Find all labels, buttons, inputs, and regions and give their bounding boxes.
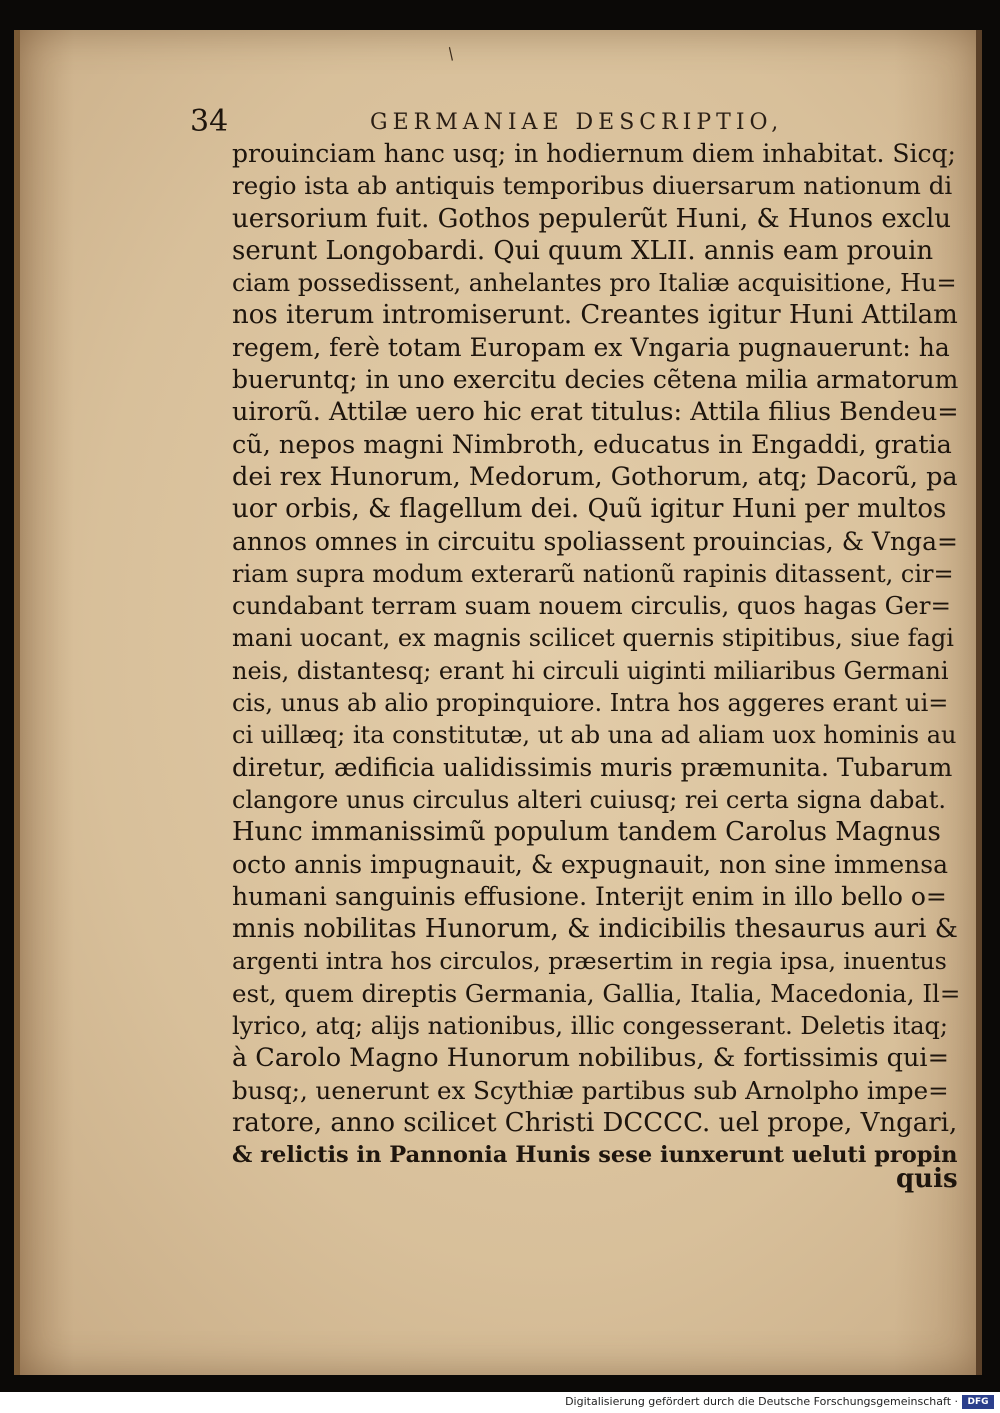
- running-head: [190, 102, 950, 142]
- text-line: diretur, ædificia ualidissimis muris præmunita. Tubarum: [232, 752, 953, 782]
- text-line: ciam possedissent, anhelantes pro Italiæ acquisitione, Hu=: [232, 269, 957, 298]
- footer-credit-text: Digitalisierung gefördert durch die Deutsche Forschungsgemeinschaft ·: [565, 1395, 958, 1408]
- page-edge-right: [976, 30, 982, 1375]
- text-line: regem, ferè totam Europam ex Vngaria pugnauerunt: ha: [232, 332, 950, 362]
- digitization-footer: [0, 1392, 1000, 1413]
- text-line: prouinciam hanc usq; in hodiernum diem inhabitat. Sicq;: [232, 139, 956, 168]
- text-line: ratore, anno scilicet Christi DCCCC. uel prope, Vngari,: [232, 1107, 958, 1138]
- text-line: cis, unus ab alio propinquiore. Intra hos aggeres erant ui=: [232, 689, 949, 718]
- text-line: ci uillæq; ita constitutæ, ut ab una ad aliam uox hominis au: [232, 721, 957, 750]
- page-edge-left: [14, 30, 20, 1375]
- text-line: bueruntq; in uno exercitu decies cẽtena milia armatorum: [232, 365, 959, 395]
- text-line: uersorium fuit. Gothos pepulerũt Huni, & Hunos exclu: [232, 203, 952, 234]
- text-line: mani uocant, ex magnis scilicet quernis stipitibus, siue fagi: [232, 624, 954, 653]
- text-line: cundabant terram suam nouem circulis, quos hagas Ger=: [232, 591, 951, 621]
- text-line: annos omnes in circuitu spoliassent prouincias, & Vnga=: [232, 526, 958, 556]
- text-line: busq;, uenerunt ex Scythiæ partibus sub Arnolpho impe=: [232, 1075, 949, 1105]
- text-line: octo annis impugnauit, & expugnauit, non sine immensa: [232, 849, 948, 879]
- text-line: neis, distantesq; erant hi circuli uiginti miliaribus Germani: [232, 656, 949, 685]
- text-line: & relictis in Pannonia Hunis sese iunxerunt ueluti propin: [232, 1142, 958, 1169]
- dfg-logo: DFG: [962, 1395, 994, 1409]
- text-line: dei rex Hunorum, Medorum, Gothorum, atq; Dacorũ, pa: [232, 461, 958, 492]
- body-text: [232, 138, 960, 1172]
- text-line: nos iterum intromiserunt. Creantes igitur Huni Attilam: [232, 300, 958, 331]
- text-line: est, quem direptis Germania, Gallia, Italia, Macedonia, Il=: [232, 978, 961, 1008]
- text-line: lyrico, atq; alijs nationibus, illic congesserant. Deletis itaq;: [232, 1012, 949, 1041]
- text-line: serunt Longobardi. Qui quum XLII. annis eam prouin: [232, 235, 934, 266]
- paper-blemish: /: [443, 43, 458, 64]
- running-head-title: GERMANIAE DESCRIPTIO,: [370, 110, 784, 135]
- text-line: Hunc immanissimũ populum tandem Carolus Magnus: [232, 817, 941, 848]
- text-line: humani sanguinis effusione. Interijt enim in illo bello o=: [232, 881, 947, 911]
- text-line: uor orbis, & flagellum dei. Quũ igitur Huni per multos: [232, 494, 947, 525]
- page-number: 34: [190, 104, 229, 139]
- text-line: cũ, nepos magni Nimbroth, educatus in Engaddi, gratia: [232, 429, 952, 460]
- text-line: regio ista ab antiquis temporibus diuersarum nationum di: [232, 171, 953, 201]
- text-line: argenti intra hos circulos, præsertim in regia ipsa, inuentus: [232, 947, 947, 976]
- text-line: mnis nobilitas Hunorum, & indicibilis thesaurus auri &: [232, 914, 958, 945]
- text-line: à Carolo Magno Hunorum nobilibus, & fortissimis qui=: [232, 1043, 949, 1074]
- text-line: riam supra modum exterarũ nationũ rapinis ditassent, cir=: [232, 559, 954, 588]
- text-line: clangore unus circulus alteri cuiusq; rei certa signa dabat.: [232, 785, 946, 814]
- catchword: quis: [896, 1164, 958, 1194]
- text-line: uirorũ. Attilæ uero hic erat titulus: Attila filius Bendeu=: [232, 397, 959, 428]
